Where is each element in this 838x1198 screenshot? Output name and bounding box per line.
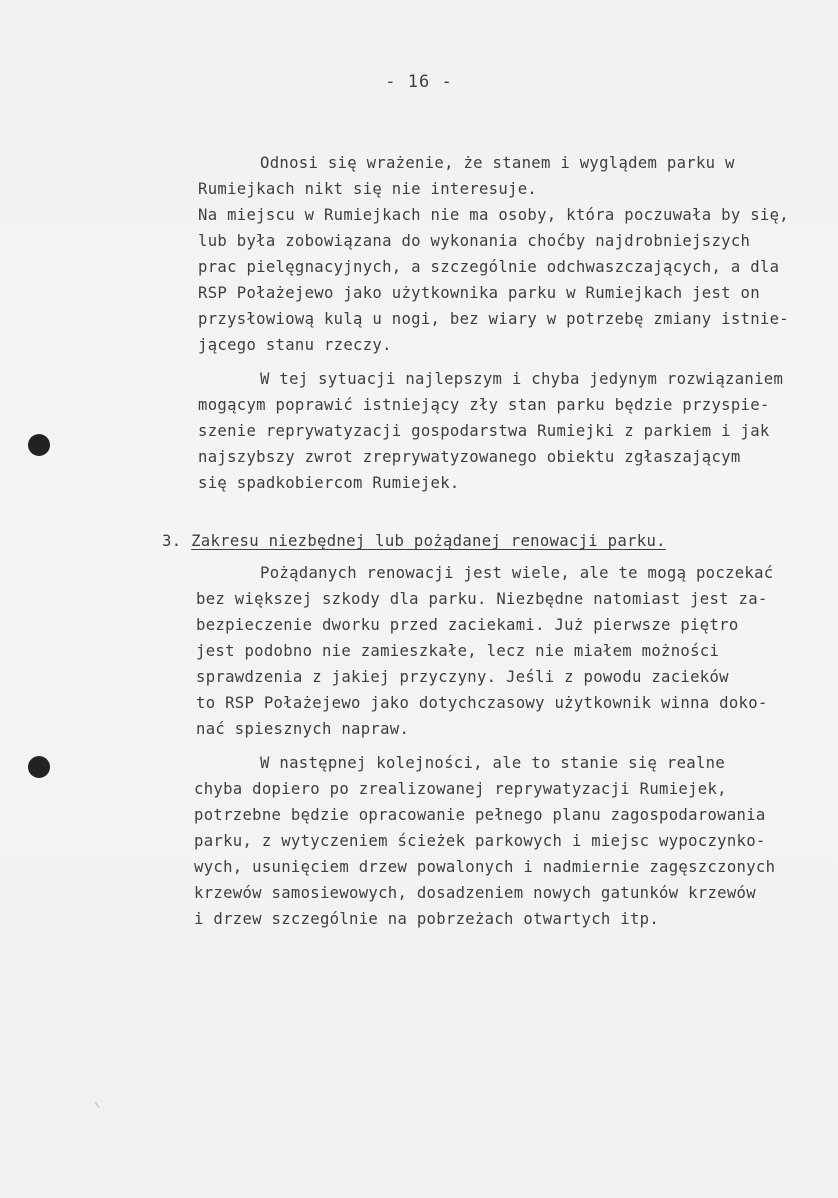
paragraph-2-line-2: mogącym poprawić istniejący zły stan parku będzie przyspie- xyxy=(198,396,770,414)
section-title: Zakresu niezbędnej lub pożądanej renowacji parku. xyxy=(191,532,666,550)
paragraph-4-line-6: krzewów samosiewowych, dosadzeniem nowych gatunków krzewów xyxy=(194,884,756,902)
paragraph-1-line-7: przysłowiową kulą u nogi, bez wiary w potrzebę zmiany istnie- xyxy=(198,310,789,328)
paragraph-3-line-3: bezpieczenie dworku przed zaciekami. Już pierwsze piętro xyxy=(196,616,739,634)
paper-speck xyxy=(95,1099,104,1108)
paragraph-2-line-3: szenie reprywatyzacji gospodarstwa Rumiejki z parkiem i jak xyxy=(198,422,770,440)
section-number: 3. xyxy=(162,532,182,550)
paragraph-2-line-1: W tej sytuacji najlepszym i chyba jedynym rozwiązaniem xyxy=(260,370,784,388)
paragraph-2-line-5: się spadkobiercom Rumiejek. xyxy=(198,474,460,492)
paragraph-4-line-3: potrzebne będzie opracowanie pełnego planu zagospodarowania xyxy=(194,806,766,824)
paragraph-3-line-2: bez większej szkody dla parku. Niezbędne natomiast jest za- xyxy=(196,590,768,608)
page-number: - 16 - xyxy=(385,72,453,92)
paragraph-4-line-7: i drzew szczególnie na pobrzeżach otwartych itp. xyxy=(194,910,660,928)
paragraph-4-line-5: wych, usunięciem drzew powalonych i nadmiernie zagęszczonych xyxy=(194,858,776,876)
paragraph-1-line-6: RSP Połażejewo jako użytkownika parku w Rumiejkach jest on xyxy=(198,284,760,302)
punch-hole-top xyxy=(28,434,50,456)
paragraph-4-line-2: chyba dopiero po zrealizowanej reprywatyzacji Rumiejek, xyxy=(194,780,727,798)
paragraph-3-line-5: sprawdzenia z jakiej przyczyny. Jeśli z powodu zacieków xyxy=(196,668,729,686)
paragraph-1-line-1: Odnosi się wrażenie, że stanem i wyglądem parku w xyxy=(260,154,735,172)
punch-hole-bottom xyxy=(28,756,50,778)
paragraph-3-line-1: Pożądanych renowacji jest wiele, ale te mogą poczekać xyxy=(260,564,774,582)
paragraph-1-line-8: jącego stanu rzeczy. xyxy=(198,336,392,354)
paragraph-3-line-6: to RSP Połażejewo jako dotychczasowy użytkownik winna doko- xyxy=(196,694,768,712)
paragraph-4-line-4: parku, z wytyczeniem ścieżek parkowych i miejsc wypoczynko- xyxy=(194,832,766,850)
paragraph-2-line-4: najszybszy zwrot zreprywatyzowanego obiektu zgłaszającym xyxy=(198,448,741,466)
section-heading xyxy=(162,534,666,550)
paragraph-1-line-2: Rumiejkach nikt się nie interesuje. xyxy=(198,180,538,198)
paragraph-3-line-4: jest podobno nie zamieszkałe, lecz nie miałem możności xyxy=(196,642,720,660)
paragraph-1-line-4: lub była zobowiązana do wykonania choćby najdrobniejszych xyxy=(198,232,751,250)
paragraph-4-line-1: W następnej kolejności, ale to stanie się realne xyxy=(260,754,726,772)
paragraph-3-line-7: nać spiesznych napraw. xyxy=(196,720,410,738)
paragraph-1-line-5: prac pielęgnacyjnych, a szczególnie odchwaszczających, a dla xyxy=(198,258,780,276)
paragraph-1-line-3: Na miejscu w Rumiejkach nie ma osoby, która poczuwała by się, xyxy=(198,206,789,224)
